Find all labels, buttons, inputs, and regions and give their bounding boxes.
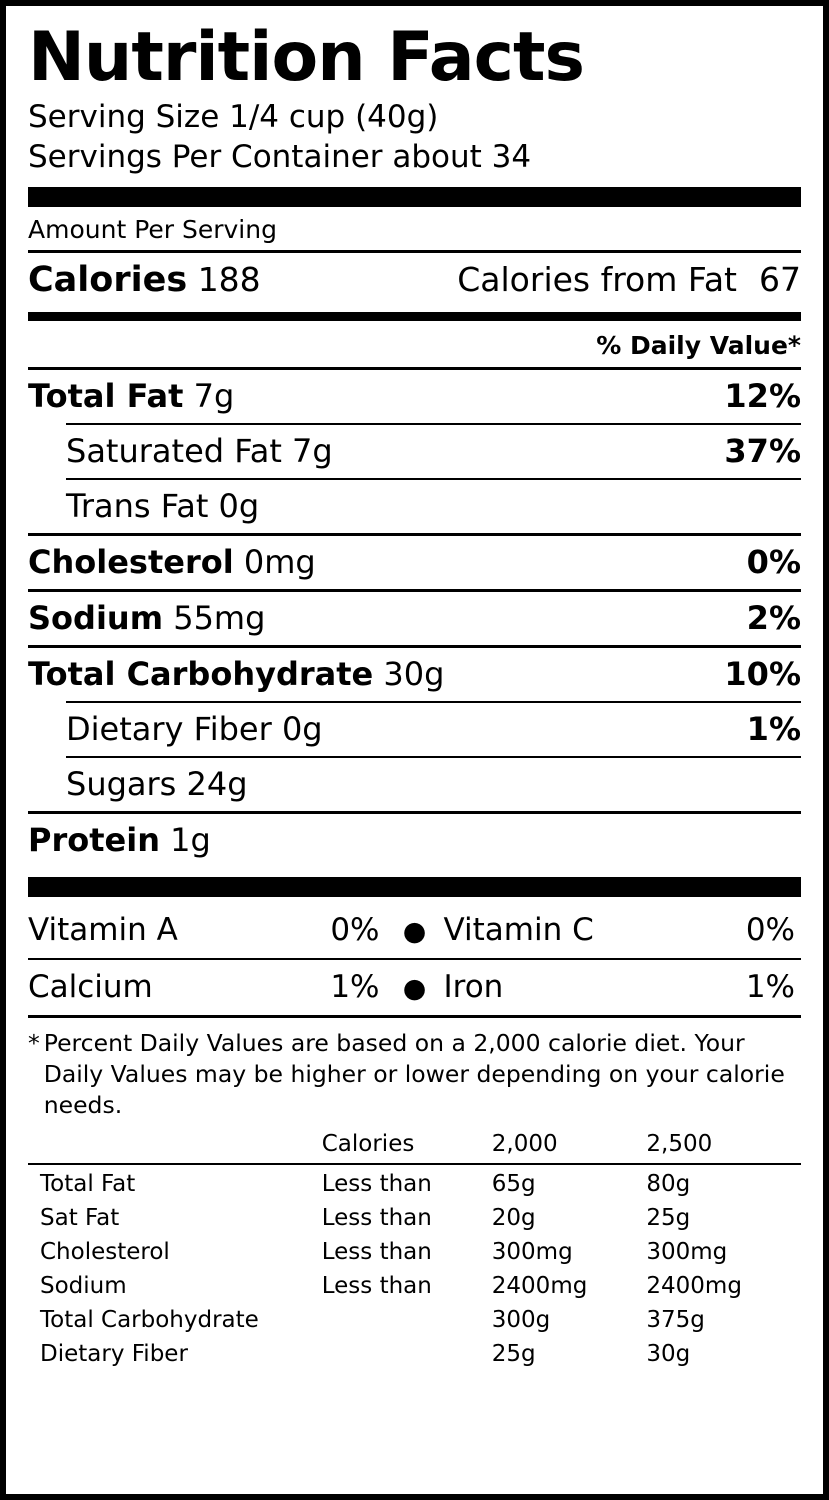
nutrient-amount: 7g — [193, 377, 235, 416]
servings-per-container-text: Servings Per Container about 34 — [28, 138, 532, 175]
row-qualifier — [322, 1337, 492, 1371]
amount-per-serving-label: Amount Per Serving — [28, 215, 277, 245]
nutrient-dv: 10% — [724, 655, 801, 694]
row-qualifier — [322, 1303, 492, 1337]
iron-cell — [444, 969, 802, 1005]
calories-row — [28, 253, 801, 308]
nutrient-name-amount — [66, 487, 259, 525]
calories-group — [28, 260, 261, 300]
divider-thick-top — [28, 187, 801, 207]
row-value-2500: 300mg — [646, 1239, 728, 1266]
nutrient-dv: 2% — [746, 599, 801, 638]
nutrient-row-trans-fat — [28, 480, 801, 533]
nutrient-amount: 1g — [170, 821, 211, 860]
vitamin-value: 0% — [745, 912, 795, 949]
calories-value: 188 — [197, 260, 261, 300]
vitamin-value: 1% — [330, 969, 380, 1006]
vitamin-name: Vitamin A — [28, 912, 178, 949]
bullet-separator-icon: ● — [402, 973, 427, 1005]
table-row — [28, 1269, 801, 1303]
table-row — [28, 1167, 801, 1201]
footnote-star: * — [28, 1029, 40, 1058]
row-qualifier: Less than — [321, 1239, 432, 1266]
daily-values-table — [28, 1127, 801, 1161]
row-value-2000: 25g — [491, 1341, 536, 1368]
nutrient-name: Dietary Fiber — [66, 710, 272, 749]
nutrient-name: Trans Fat — [66, 487, 209, 526]
bullet-separator-icon: ● — [402, 916, 427, 948]
vitamin-row-2 — [28, 960, 801, 1015]
divider-below-table-header — [28, 1163, 801, 1165]
nutrient-name-amount — [66, 432, 333, 470]
nutrient-amount: 0g — [218, 487, 260, 526]
table-row — [28, 1201, 801, 1235]
vitamin-row-1 — [28, 903, 801, 958]
nutrient-name: Sodium — [28, 599, 164, 638]
row-value-2000: 300g — [491, 1307, 551, 1334]
daily-values-table-body-wrap — [28, 1167, 801, 1371]
vitamin-name: Iron — [443, 969, 504, 1006]
nutrient-amount: 30g — [383, 655, 445, 694]
nutrient-name-amount — [28, 543, 316, 581]
daily-values-table-head — [28, 1127, 801, 1161]
nutrient-row-total-carbohydrate — [28, 648, 801, 701]
calories-from-fat-label: Calories from Fat — [457, 260, 737, 300]
nutrient-name: Total Carbohydrate — [28, 655, 374, 694]
table-header-row — [28, 1127, 801, 1161]
row-value-2000: 2400mg — [491, 1273, 588, 1300]
page-title: Nutrition Facts — [28, 18, 584, 97]
column-header-name — [28, 1127, 322, 1161]
serving-size-text: Serving Size 1/4 cup (40g) — [28, 99, 439, 135]
divider-med-below-calories — [28, 312, 801, 321]
column-header-2500: 2,500 — [646, 1131, 713, 1158]
nutrient-amount: 0mg — [243, 543, 316, 582]
daily-value-header: % Daily Value* — [596, 331, 801, 361]
row-qualifier: Less than — [321, 1273, 432, 1300]
vitamin-c-cell — [444, 912, 802, 948]
daily-values-table-body — [28, 1167, 801, 1371]
table-row — [28, 1235, 801, 1269]
calories-from-fat-value: 67 — [759, 260, 801, 300]
nutrient-dv: 12% — [724, 377, 801, 416]
table-row — [28, 1303, 801, 1337]
row-value-2000: 300mg — [491, 1239, 573, 1266]
nutrient-name: Total Fat — [28, 377, 184, 416]
row-value-2500: 375g — [646, 1307, 705, 1334]
nutrient-row-sugars — [28, 758, 801, 811]
row-name: Sodium — [40, 1273, 127, 1300]
nutrient-name-amount — [28, 655, 444, 693]
row-qualifier: Less than — [321, 1171, 432, 1198]
nutrient-row-saturated-fat — [28, 425, 801, 478]
nutrient-row-total-fat — [28, 370, 801, 423]
nutrient-dv: 37% — [724, 432, 801, 471]
nutrient-amount: 0g — [281, 710, 323, 749]
nutrient-amount: 7g — [292, 432, 333, 471]
row-name: Total Fat — [40, 1171, 136, 1198]
vitamin-name: Calcium — [28, 969, 153, 1006]
nutrient-amount: 55mg — [173, 599, 266, 638]
row-name: Sat Fat — [40, 1205, 120, 1232]
nutrient-row-dietary-fiber — [28, 703, 801, 756]
nutrient-row-protein — [28, 814, 801, 867]
footnote-text: Percent Daily Values are based on a 2,000 calorie diet. Your Daily Values may be higher or lower depending on your calorie needs. — [43, 1029, 785, 1120]
nutrient-name-amount — [66, 710, 323, 748]
footnote — [28, 1018, 801, 1125]
column-header-calories: Calories — [321, 1131, 415, 1158]
nutrient-name: Saturated Fat — [66, 432, 282, 471]
row-name: Total Carbohydrate — [40, 1307, 259, 1334]
divider-thick-vitamins — [28, 877, 801, 897]
nutrient-dv: 1% — [746, 710, 801, 749]
nutrient-name: Sugars — [66, 765, 177, 804]
vitamin-a-cell — [28, 912, 386, 948]
row-qualifier: Less than — [321, 1205, 432, 1232]
row-value-2500: 30g — [646, 1341, 691, 1368]
row-value-2500: 80g — [646, 1171, 691, 1198]
column-header-2000: 2,000 — [491, 1131, 558, 1158]
nutrient-dv: 0% — [746, 543, 801, 582]
calories-from-fat-group — [457, 260, 801, 299]
nutrient-name-amount — [28, 599, 265, 637]
nutrient-name: Protein — [28, 821, 160, 860]
row-value-2000: 65g — [491, 1171, 536, 1198]
row-name: Cholesterol — [40, 1239, 170, 1266]
calories-label: Calories — [28, 260, 188, 301]
nutrient-name: Cholesterol — [28, 543, 234, 582]
calcium-cell — [28, 969, 386, 1005]
nutrient-row-cholesterol — [28, 536, 801, 589]
nutrient-row-sodium — [28, 592, 801, 645]
row-value-2500: 2400mg — [646, 1273, 742, 1300]
row-value-2500: 25g — [646, 1205, 691, 1232]
vitamin-value: 1% — [745, 969, 795, 1006]
table-row — [28, 1337, 801, 1371]
nutrient-amount: 24g — [186, 765, 248, 804]
nutrient-name-amount — [66, 765, 248, 803]
nutrient-name-amount — [28, 377, 234, 415]
row-value-2000: 20g — [491, 1205, 536, 1232]
row-name: Dietary Fiber — [40, 1341, 188, 1368]
vitamin-name: Vitamin C — [443, 912, 594, 949]
vitamin-value: 0% — [330, 912, 380, 949]
nutrient-name-amount — [28, 821, 211, 859]
